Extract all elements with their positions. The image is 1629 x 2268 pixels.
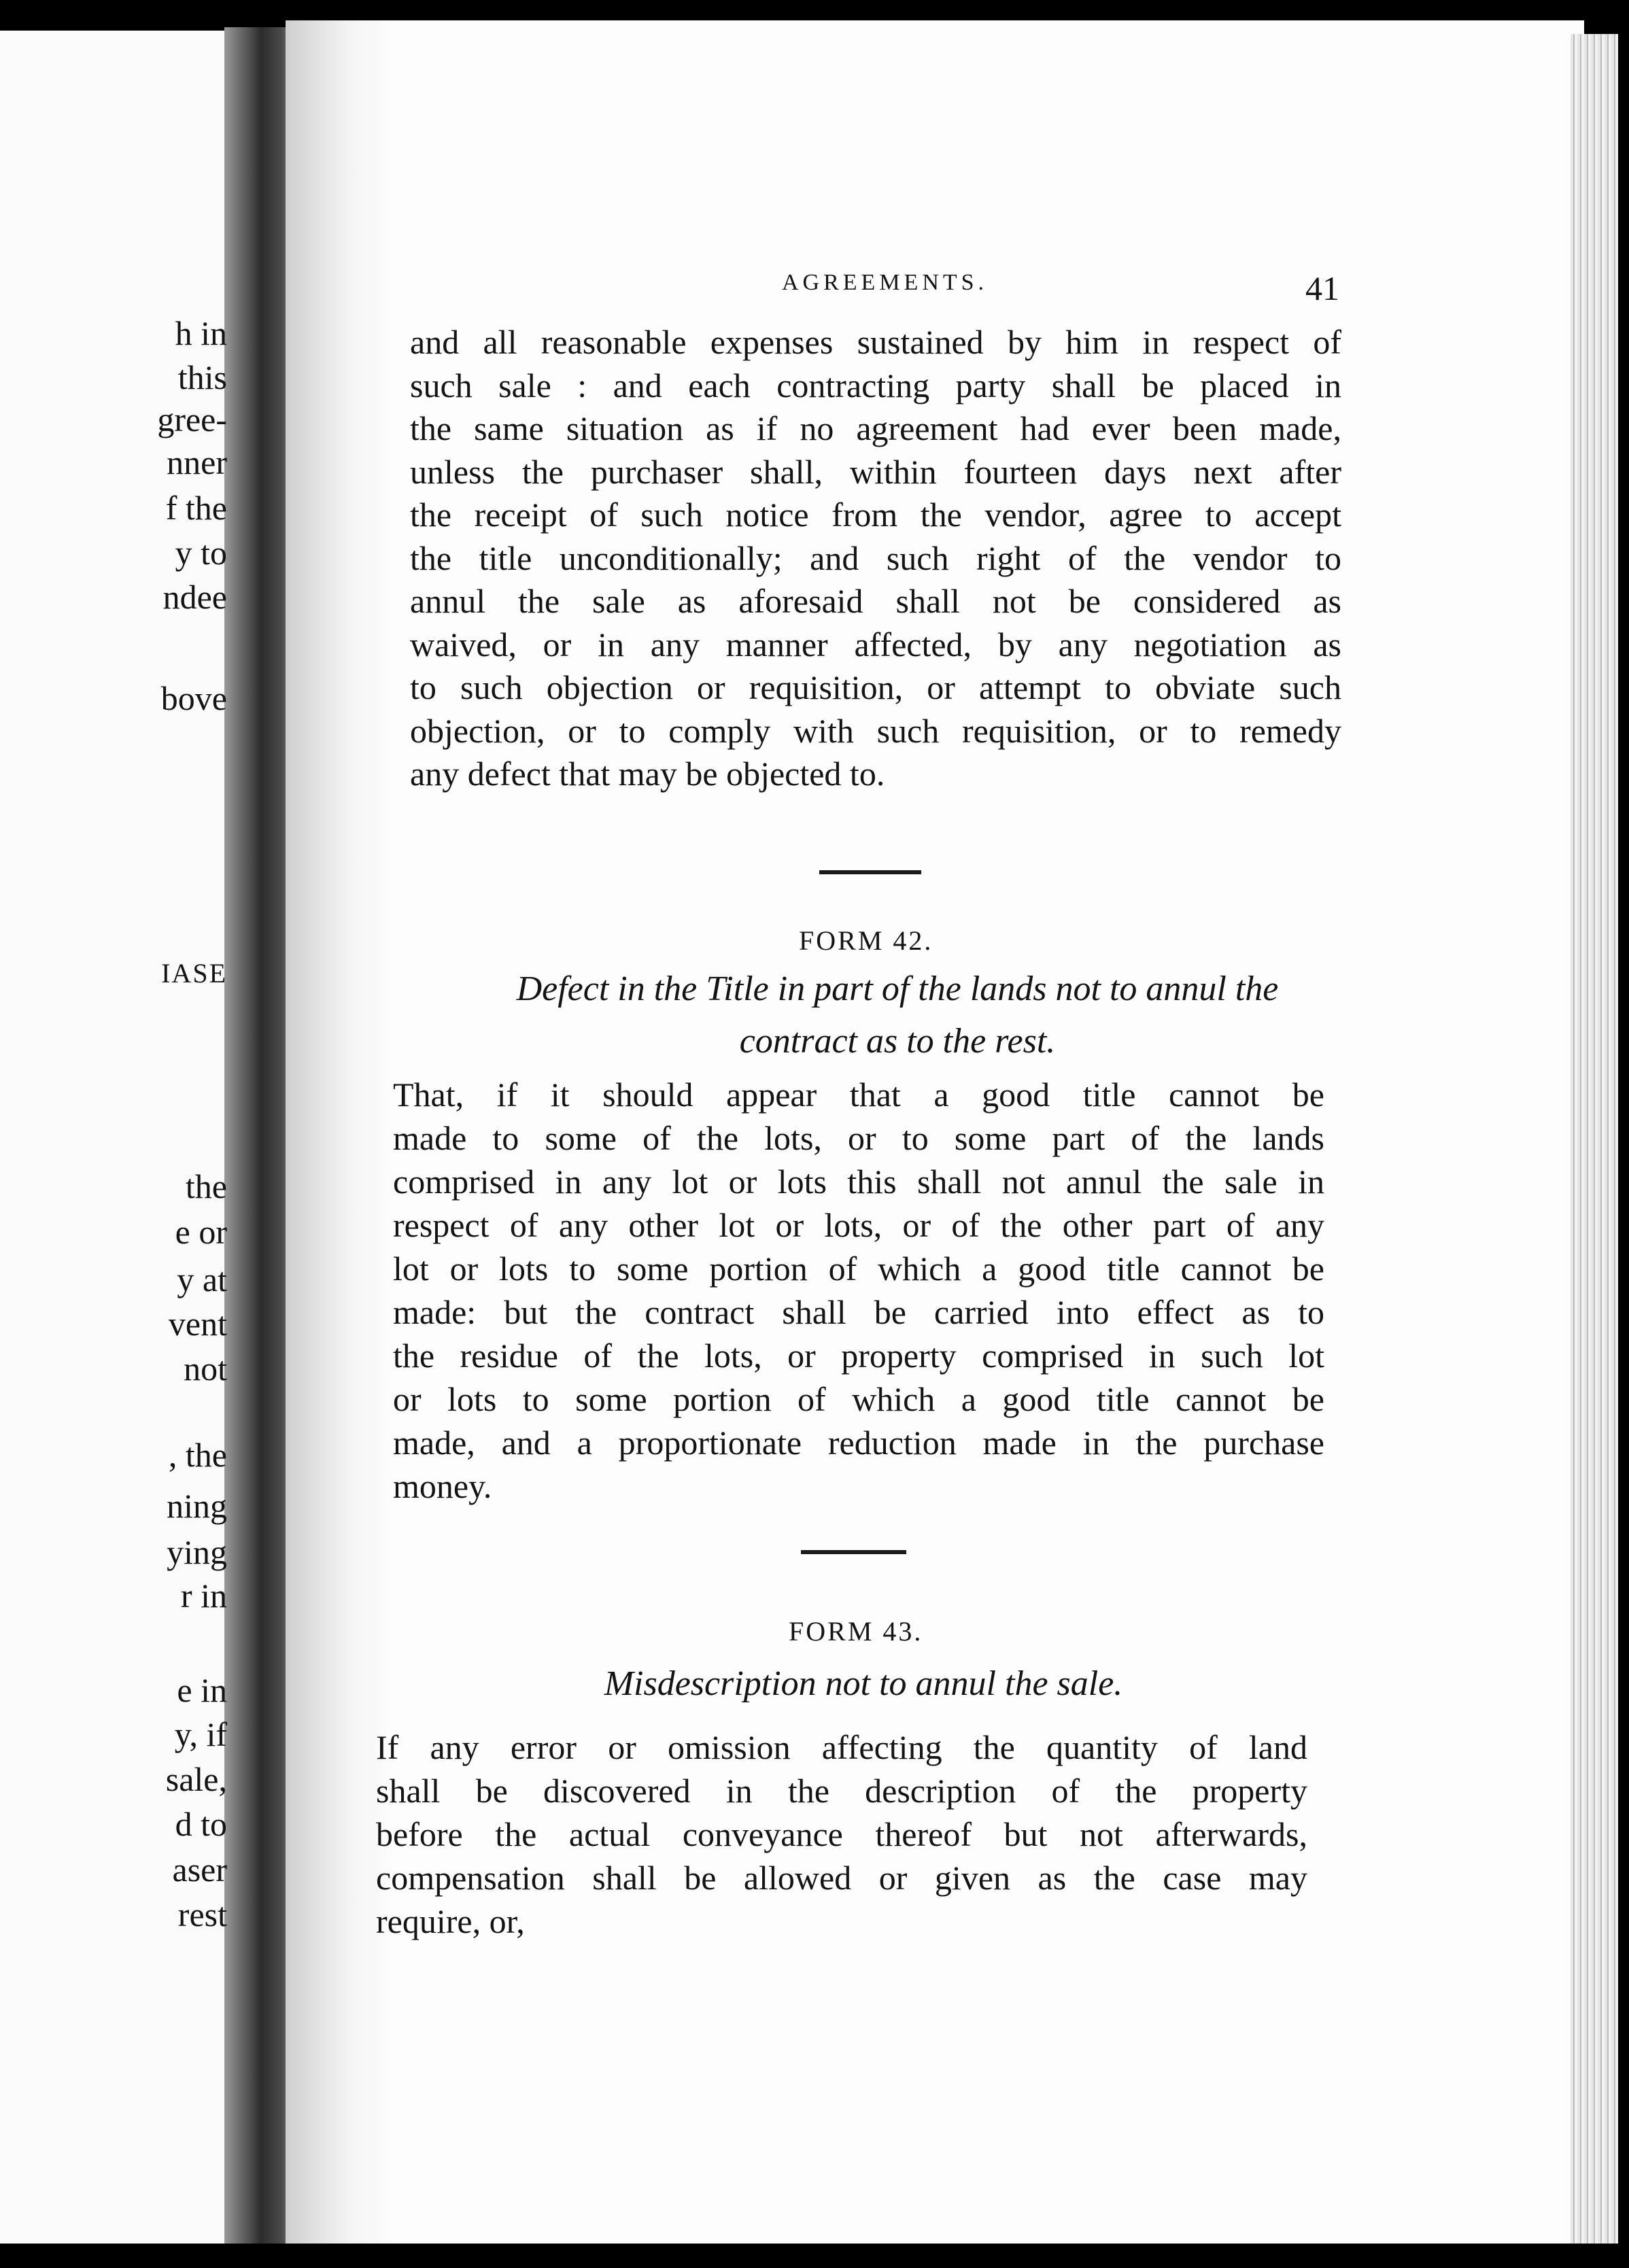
text-line: If any error or omission affecting the quantity of land [376, 1728, 1307, 1766]
text-line: any defect that may be objected to. [410, 755, 885, 793]
text-line: to such objection or requisition, or attempt to obviate such [410, 668, 1341, 706]
form42-subtitle-line-1: Defect in the Title in part of the lands not to annul the [516, 969, 1279, 1008]
left-page-fragment: , the [168, 1436, 227, 1474]
text-line: made to some of the lots, or to some part of the lands [393, 1119, 1324, 1157]
section-divider-1 [819, 870, 921, 874]
text-line: lot or lots to some portion of which a good title cannot be [393, 1250, 1324, 1288]
text-line: waived, or in any manner affected, by any negotiation as [410, 625, 1341, 664]
form43-title: FORM 43. [789, 1616, 923, 1647]
left-page-fragment: ndee [162, 578, 227, 616]
text-line: shall be discovered in the description of the property [376, 1772, 1307, 1810]
left-page-fragment: bove [160, 679, 227, 717]
text-line: and all reasonable expenses sustained by him in respect of [410, 323, 1341, 361]
running-header: AGREEMENTS. [782, 270, 989, 295]
text-line: objection, or to comply with such requisition, or to remedy [410, 711, 1341, 750]
form42-subtitle-line-2: contract as to the rest. [739, 1022, 1056, 1061]
left-page-fragment: gree- [157, 400, 227, 439]
page-number: 41 [1305, 269, 1339, 307]
text-line: annul the sale as aforesaid shall not be considered as [410, 582, 1341, 620]
text-line: made: but the contract shall be carried into effect as to [393, 1293, 1324, 1331]
text-line: such sale : and each contracting party shall be placed in [410, 366, 1341, 405]
left-page-fragment: sale, [165, 1760, 227, 1798]
section-divider-2 [801, 1550, 906, 1554]
text-line: made, and a proportionate reduction made in the purchase [393, 1424, 1324, 1462]
scan-border [0, 2244, 1629, 2268]
text-line: unless the purchaser shall, within fourteen days next after [410, 452, 1341, 491]
text-line: compensation shall be allowed or given as the case may [376, 1859, 1307, 1897]
text-line: or lots to some portion of which a good title cannot be [393, 1380, 1324, 1418]
left-page-fragment: h in [175, 314, 227, 352]
left-page-fragment: ying [167, 1533, 227, 1571]
form43-subtitle: Misdescription not to annul the sale. [604, 1664, 1123, 1703]
text-line: respect of any other lot or lots, or of the other part of any [393, 1206, 1324, 1244]
text-line: That, if it should appear that a good title cannot be [393, 1076, 1324, 1114]
left-page-fragment: y, if [174, 1715, 227, 1753]
left-page-fragment: d to [175, 1805, 227, 1843]
left-page-fragment: aser [172, 1851, 227, 1889]
text-line: the residue of the lots, or property comprised in such lot [393, 1337, 1324, 1375]
left-page-fragment: not [184, 1350, 227, 1388]
left-page-fragment: IASE [161, 958, 227, 989]
left-page-fragment: nner [167, 443, 227, 481]
left-page-fragment: vent [168, 1305, 227, 1343]
left-page-fragment: r in [180, 1577, 227, 1615]
left-page-fragment: e in [177, 1671, 227, 1709]
left-page-fragment: this [177, 358, 227, 396]
text-line: the receipt of such notice from the vendor, agree to accept [410, 496, 1341, 534]
left-page-fragment: y to [175, 534, 227, 572]
form42-title: FORM 42. [799, 925, 933, 956]
left-page-fragment: y at [177, 1260, 227, 1299]
left-page-fragment: e or [175, 1213, 227, 1251]
text-line: before the actual conveyance thereof but not afterwards, [376, 1815, 1307, 1853]
left-page-fragment: ning [167, 1487, 227, 1525]
left-page-fragment: the [185, 1167, 227, 1205]
text-line: comprised in any lot or lots this shall not annul the sale in [393, 1163, 1324, 1201]
left-page-fragment: f the [165, 489, 227, 527]
text-line: the same situation as if no agreement had ever been made, [410, 409, 1341, 447]
text-line: the title unconditionally; and such right of the vendor to [410, 538, 1341, 577]
text-line: money. [393, 1467, 492, 1505]
text-line: require, or, [376, 1902, 525, 1940]
page-edges [1571, 34, 1618, 2268]
left-page-fragment: rest [177, 1895, 227, 1934]
